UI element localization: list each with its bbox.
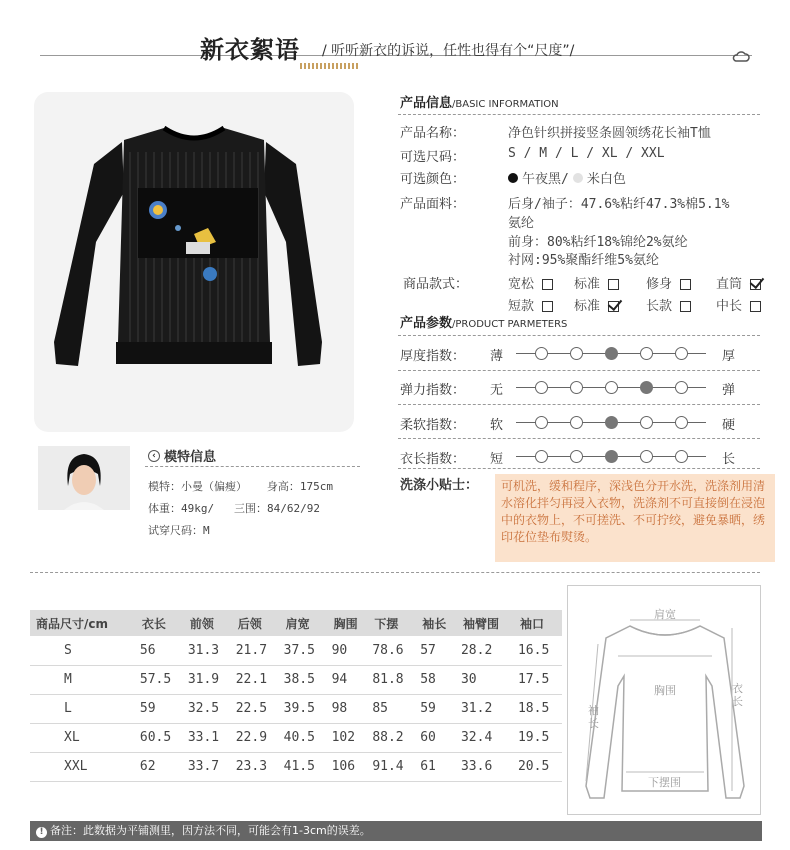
size-table-cell: 31.2 — [457, 694, 514, 723]
basic-info-heading: 产品信息/BASIC INFORMATION — [400, 96, 559, 111]
size-table-cell: 59 — [416, 694, 457, 723]
fabric-value-line4: 衬网:95%聚酯纤维5%氨纶 — [508, 253, 659, 268]
scale-dot — [640, 450, 653, 463]
style-option-slim[interactable]: 修身 — [646, 273, 691, 292]
model-heading: ‹ 模特信息 — [148, 446, 216, 465]
cloud-icon — [732, 50, 750, 62]
scale-dot — [605, 416, 618, 429]
size-table-cell: 31.9 — [184, 665, 232, 694]
scale-dot — [570, 416, 583, 429]
divider — [398, 468, 760, 469]
size-table-cell: 57 — [416, 636, 457, 665]
size-table-cell: 23.3 — [232, 752, 280, 781]
style-option-standard-length[interactable]: 标准 — [574, 295, 619, 314]
scale-dot — [640, 416, 653, 429]
color-options — [508, 168, 626, 187]
size-table-cell: 57.5 — [136, 665, 184, 694]
color-label: 可选颜色： — [400, 172, 466, 187]
section-divider — [30, 572, 760, 573]
divider — [398, 438, 760, 439]
size-table-cell: 37.5 — [280, 636, 328, 665]
name-label: 产品名称： — [400, 126, 466, 141]
scale-min-label: 短 — [490, 452, 504, 467]
size-table-cell: 16.5 — [514, 636, 562, 665]
scale-dot — [535, 416, 548, 429]
size-table-header-cell: 商品尺寸/cm — [30, 610, 136, 636]
care-text: 可机洗，缓和程序，深浅色分开水洗，洗涤剂用清水溶化拌匀再浸入衣物，洗涤剂不可直接倒在浸泡中的衣物上，不可搓洗、不可拧绞，避免暴晒，绣印花位垫布熨烫。 — [495, 474, 775, 562]
fabric-value-line2: 氨纶 — [508, 216, 535, 231]
style-option-long[interactable]: 长款 — [646, 295, 691, 314]
arrow-left-icon: ‹ — [148, 450, 160, 462]
color-name-white: 米白色 — [586, 172, 626, 187]
size-label: 可选尺码： — [400, 150, 466, 165]
scale-dot — [570, 347, 583, 360]
scale-dot — [675, 416, 688, 429]
header-title: 新衣絮语 — [200, 35, 300, 64]
size-table-cell: 98 — [328, 694, 369, 723]
size-table-cell: 33.1 — [184, 723, 232, 752]
table-row — [30, 694, 562, 723]
measurement-diagram — [567, 585, 761, 815]
table-row — [30, 665, 562, 694]
product-photo — [34, 92, 354, 432]
scale-label: 弹力指数： — [400, 383, 466, 398]
table-row — [30, 636, 562, 665]
table-row — [30, 752, 562, 781]
scale-dot — [535, 347, 548, 360]
size-table-cell: 81.8 — [368, 665, 416, 694]
size-table-cell: 19.5 — [514, 723, 562, 752]
fabric-label: 产品面料： — [400, 197, 466, 212]
style-option-straight[interactable]: 直筒 — [716, 273, 761, 292]
diagram-label-length: 衣长 — [732, 682, 743, 708]
size-table-cell: 21.7 — [232, 636, 280, 665]
size-table-header — [30, 610, 562, 636]
size-table-cell: 32.5 — [184, 694, 232, 723]
size-table-cell: 106 — [328, 752, 369, 781]
scale-dot — [570, 450, 583, 463]
scale-dot — [605, 381, 618, 394]
model-size: 试穿尺码：M — [148, 524, 210, 537]
divider — [398, 370, 760, 371]
color-swatch-black — [508, 173, 518, 183]
fabric-value-line1: 后身/袖子：47.6%粘纤47.3%棉5.1% — [508, 197, 730, 212]
size-table-cell: 85 — [368, 694, 416, 723]
scale-dot — [675, 381, 688, 394]
table-row — [30, 723, 562, 752]
size-table-cell: S — [30, 636, 136, 665]
size-table-cell: 33.6 — [457, 752, 514, 781]
scale-max-label: 弹 — [722, 383, 736, 398]
size-table-cell: 22.1 — [232, 665, 280, 694]
size-table-cell: 41.5 — [280, 752, 328, 781]
scale-dot — [535, 450, 548, 463]
size-table-header-cell: 前领 — [184, 610, 232, 636]
size-table — [30, 610, 562, 782]
size-table-cell: 59 — [136, 694, 184, 723]
scale-min-label: 软 — [490, 418, 504, 433]
name-value: 净色针织拼接竖条圆领绣花长袖T恤 — [508, 126, 711, 141]
size-table-cell: 88.2 — [368, 723, 416, 752]
size-table-cell: 32.4 — [457, 723, 514, 752]
divider — [398, 404, 760, 405]
size-table-header-cell: 衣长 — [136, 610, 184, 636]
scale-dot — [640, 347, 653, 360]
size-table-cell: 40.5 — [280, 723, 328, 752]
model-name-height: 模特：小曼（偏瘦） 身高：175cm — [148, 480, 333, 493]
size-table-cell: 20.5 — [514, 752, 562, 781]
size-table-cell: 60 — [416, 723, 457, 752]
size-table-header-cell: 袖长 — [416, 610, 457, 636]
scale-max-label: 厚 — [722, 349, 736, 364]
scale-dot — [605, 347, 618, 360]
divider — [398, 114, 760, 115]
style-label: 商品款式： — [403, 277, 469, 292]
divider — [145, 466, 360, 467]
color-name-black: 午夜黑/ — [522, 172, 569, 187]
size-table-cell: 31.3 — [184, 636, 232, 665]
size-table-cell: 22.9 — [232, 723, 280, 752]
diagram-label-sleeve: 袖长 — [588, 704, 599, 730]
size-table-cell: 60.5 — [136, 723, 184, 752]
style-option-loose[interactable]: 宽松 — [508, 273, 553, 292]
divider — [398, 335, 760, 336]
scale-min-label: 薄 — [490, 349, 504, 364]
size-table-cell: 39.5 — [280, 694, 328, 723]
header-decoration — [300, 63, 360, 69]
size-value: S / M / L / XL / XXL — [508, 146, 665, 161]
size-table-cell: 90 — [328, 636, 369, 665]
scale-dot — [640, 381, 653, 394]
sweater-image — [34, 92, 354, 432]
scale-label: 厚度指数： — [400, 349, 466, 364]
scale-min-label: 无 — [490, 383, 504, 398]
diagram-label-shoulder: 肩宽 — [654, 608, 676, 621]
scale-max-label: 长 — [722, 452, 736, 467]
scale-dot — [605, 450, 618, 463]
size-table-cell: 30 — [457, 665, 514, 694]
size-table-header-cell: 肩宽 — [280, 610, 328, 636]
size-table-cell: 56 — [136, 636, 184, 665]
size-table-cell: M — [30, 665, 136, 694]
size-table-cell: XXL — [30, 752, 136, 781]
size-table-cell: 18.5 — [514, 694, 562, 723]
note-text: 备注：此数据为平铺测里，因方法不同，可能会有1-3cm的误差。 — [50, 824, 371, 837]
diagram-label-chest: 胸围 — [654, 684, 676, 697]
params-heading: 产品参数/PRODUCT PARMETERS — [400, 316, 568, 331]
size-table-cell: L — [30, 694, 136, 723]
fabric-value-line3: 前身：80%粘纤18%锦纶2%氨纶 — [508, 235, 688, 250]
style-option-standard-fit[interactable]: 标准 — [574, 273, 619, 292]
header-tagline: / 听听新衣的诉说，任性也得有个“尺度”/ — [322, 43, 575, 59]
size-table-cell: 61 — [416, 752, 457, 781]
size-table-header-cell: 袖口 — [514, 610, 562, 636]
scale-label: 柔软指数： — [400, 418, 466, 433]
scale-dot — [535, 381, 548, 394]
scale-dot — [675, 450, 688, 463]
size-table-cell: 22.5 — [232, 694, 280, 723]
size-table-cell: 28.2 — [457, 636, 514, 665]
care-label: 洗涤小贴士： — [400, 478, 479, 493]
color-swatch-white — [573, 173, 583, 183]
size-table-cell: 78.6 — [368, 636, 416, 665]
size-table-cell: 38.5 — [280, 665, 328, 694]
size-table-cell: 102 — [328, 723, 369, 752]
size-table-header-cell: 下摆 — [368, 610, 416, 636]
size-table-cell: 17.5 — [514, 665, 562, 694]
diagram-label-hem: 下摆围 — [648, 776, 681, 789]
style-option-short[interactable]: 短款 — [508, 295, 553, 314]
scale-label: 衣长指数： — [400, 452, 466, 467]
model-photo — [38, 446, 130, 510]
scale-dot — [570, 381, 583, 394]
size-table-header-cell: 袖臂围 — [457, 610, 514, 636]
size-table-cell: XL — [30, 723, 136, 752]
size-table-cell: 91.4 — [368, 752, 416, 781]
scale-max-label: 硬 — [722, 418, 736, 433]
size-table-header-cell: 胸围 — [328, 610, 369, 636]
size-table-cell: 58 — [416, 665, 457, 694]
style-option-mid-long[interactable]: 中长 — [716, 295, 761, 314]
size-table-cell: 94 — [328, 665, 369, 694]
model-weight-measurements: 体重：49kg/ 三围：84/62/92 — [148, 502, 320, 515]
scale-dot — [675, 347, 688, 360]
size-table-cell: 62 — [136, 752, 184, 781]
info-icon: ! — [36, 827, 47, 838]
size-table-header-cell: 后领 — [232, 610, 280, 636]
note-bar — [30, 821, 762, 841]
size-table-cell: 33.7 — [184, 752, 232, 781]
